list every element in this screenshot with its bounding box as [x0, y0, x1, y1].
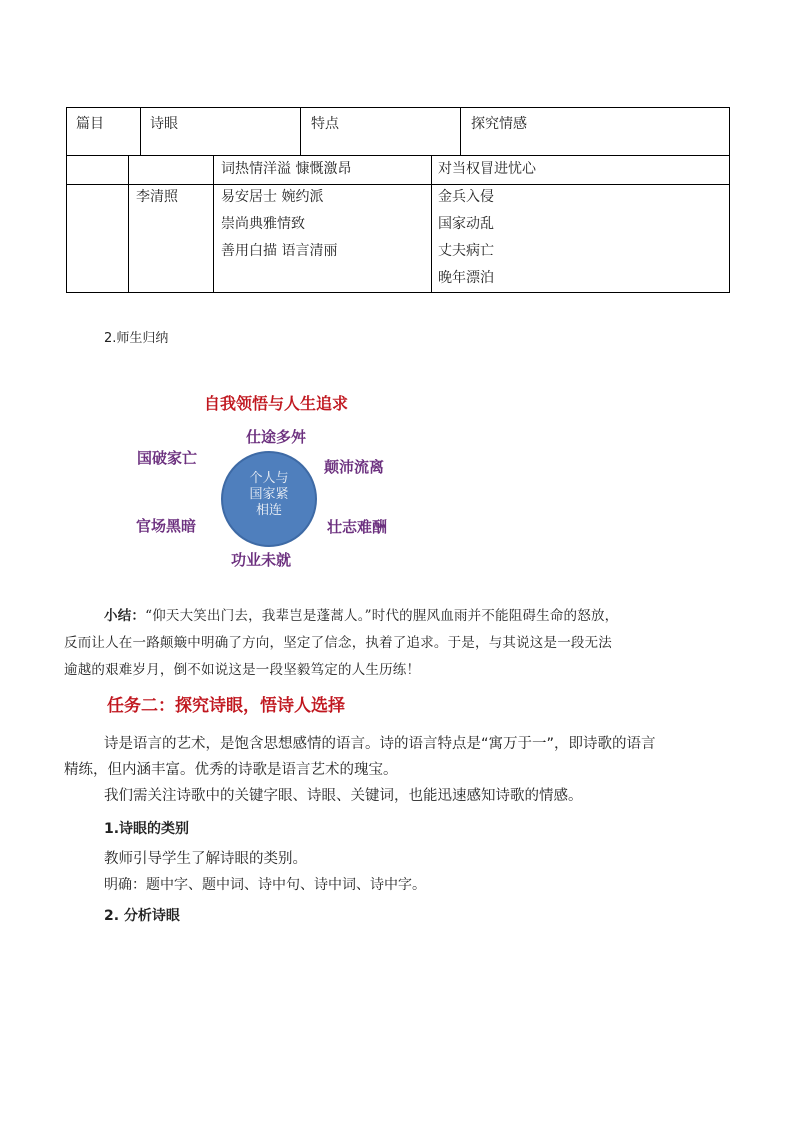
- diagram-label-lower-right: 壮志难酬: [327, 518, 388, 536]
- header-cell-feature: 特点: [311, 116, 339, 132]
- summary-line: “仰天大笑出门去，我辈岂是蓬蒿人。”时代的腥风血雨并不能阻碍生命的怒放，: [145, 608, 619, 624]
- center-text-line: 相连: [255, 503, 282, 518]
- summary-line: 反而让人在一路颠簸中明确了方向，坚定了信念，执着了追求。于是，与其说这是一段无法: [64, 635, 612, 651]
- summary-line: 逾越的艰难岁月，倒不如说这是一段坚毅笃定的人生历练！: [64, 662, 421, 678]
- task-title: 任务二：探究诗眼，悟诗人选择: [107, 696, 345, 716]
- table-cell-emotion-line: 丈夫病亡: [438, 243, 494, 259]
- header-cell-title: 篇目: [76, 116, 104, 132]
- task-paragraph: [64, 731, 744, 809]
- diagram-title: 自我领悟与人生追求: [204, 394, 349, 413]
- paragraph-line: 诗是语言的艺术，是饱含思想感情的语言。诗的语言特点是“寓万于一”，即诗歌的语言: [104, 736, 656, 752]
- center-text-line: 个人与: [249, 471, 289, 486]
- paragraph-line: 我们需关注诗歌中的关键字眼、诗眼、关键词，也能迅速感知诗歌的情感。: [104, 788, 583, 804]
- diagram-label-upper-right: 颠沛流离: [324, 458, 385, 476]
- sub1-clarification: 明确：题中字、题中词、诗中句、诗中词、诗中字。: [104, 877, 426, 893]
- table-cell-author: 李清照: [136, 189, 178, 205]
- table-cell-emotion-line: 晚年漂泊: [438, 270, 494, 286]
- header-cell-emotion: 探究情感: [471, 116, 527, 132]
- diagram-label-bottom: 功业未就: [231, 551, 292, 569]
- table-cell-emotion-row1: 对当权冒进忧心: [438, 161, 536, 177]
- summary-label: 小结：: [104, 608, 146, 624]
- table-cell-feature-line: 善用白描 语言清丽: [221, 243, 338, 259]
- subheading-analyze-poem-eye: 2. 分析诗眼: [104, 908, 180, 924]
- summary-paragraph: [64, 603, 744, 684]
- center-text-line: 国家紧: [249, 487, 289, 502]
- header-cell-poem-eye: 诗眼: [150, 116, 178, 132]
- section-heading: 2.师生归纳: [104, 331, 169, 346]
- sub1-text: 教师引导学生了解诗眼的类别。: [104, 851, 307, 867]
- table-cell-feature-line: 易安居士 婉约派: [221, 189, 324, 205]
- table-cell-emotion-line: 国家动乱: [438, 216, 494, 232]
- table-cell-emotion-line: 金兵入侵: [438, 189, 494, 205]
- table-cell-feature-row1: 词热情洋溢 慷慨激昂: [221, 161, 352, 177]
- diagram-label-lower-left: 官场黑暗: [136, 517, 197, 535]
- paragraph-line: 精练，但内涵丰富。优秀的诗歌是语言艺术的瑰宝。: [64, 762, 398, 778]
- table-cell-feature-line: 崇尚典雅情致: [221, 216, 305, 232]
- diagram-label-upper-left: 国破家亡: [137, 449, 198, 467]
- diagram-label-top: 仕途多舛: [246, 428, 307, 446]
- subheading-poem-eye-types: 1.诗眼的类别: [104, 821, 190, 837]
- diagram-center-text: [221, 471, 317, 519]
